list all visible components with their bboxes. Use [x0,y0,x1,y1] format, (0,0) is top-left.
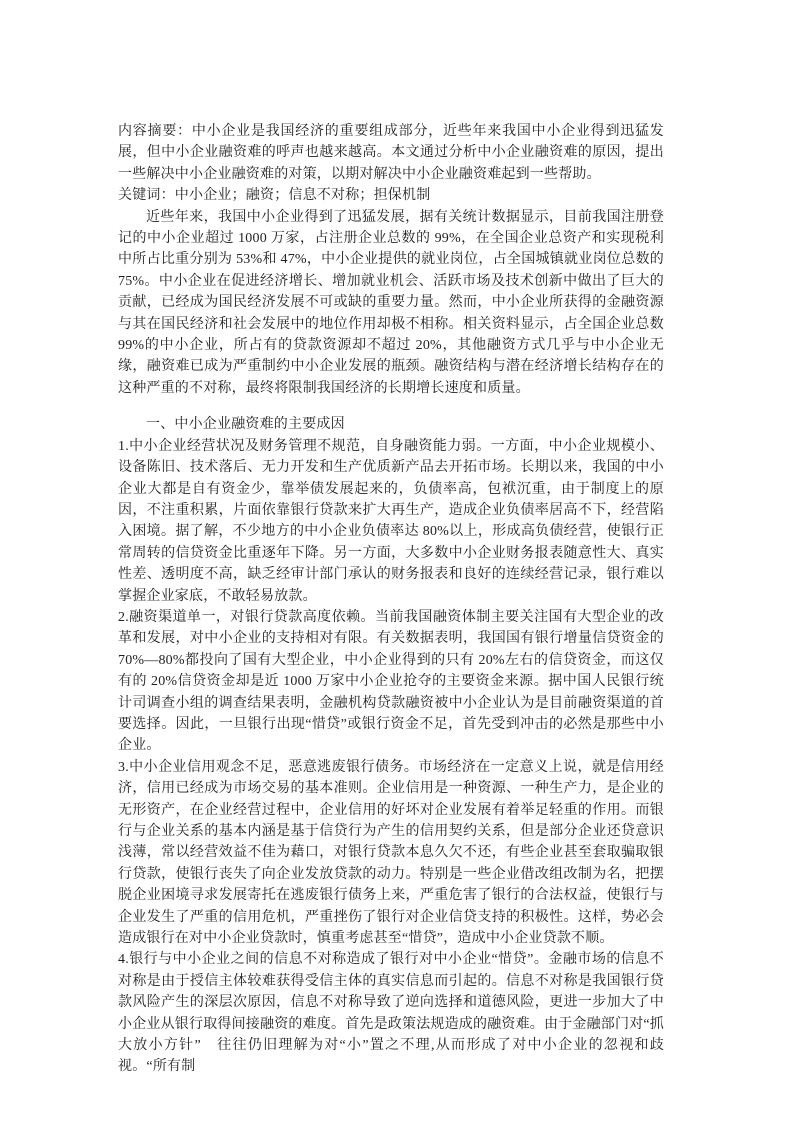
keywords-line: 关键词：中小企业；融资；信息不对称；担保机制 [118,188,431,204]
cause-paragraph-3: 3.中小企业信用观念不足，恶意逃废银行债务。市场经济在一定意义上说，就是信用经济，信用已经成为市场交易的基本准则。企业信用是一种资源、一种生产力，是企业的无形资产，在企业经营过程中，企业信用的好坏对企业发展有着举足轻重的作用。而银行与企业关系的基本内涵是基于信贷行为产生的信用契约关系，但是部分企业还贷意识浅薄，常以经营效益不佳为藉口，对银行贷款本息久欠不还，有些企业甚至套取骗取银行贷款，使银行丧失了向企业发放贷款的动力。特别是一些企业借改组改制为名，把摆脱企业困境寻求发展寄托在逃废银行债务上来，严重危害了银行的合法权益，使银行与企业发生了严重的信用危机，严重挫伤了银行对企业信贷支持的积极性。这样，势必会造成银行在对中小企业贷款时，慎重考虑甚至“惜贷”，造成中小企业贷款不顺。 [118,759,664,947]
intro-paragraph: 近些年来，我国中小企业得到了迅猛发展，据有关统计数据显示，目前我国注册登记的中小企业超过 1000 万家，占注册企业总数的 99%，在全国企业总资产和实现税利中所占比重分别为 53%和 47%，中小企业提供的就业岗位，占全国城镇就业岗位总数的 75%。中小企业在促进经济增长、增加就业机会、活跃市场及技术创新中做出了巨大的贡献，已经成为国民经济发展不可或缺的重要力量。然而，中小企业所获得的金融资源与其在国民经济和社会发展中的地位作用却极不相称。相关资料显示，占全国企业总数 99%的中小企业，所占有的贷款资源却不超过 20%，其他融资方式几乎与中小企业无缘，融资难已成为严重制约中小企业发展的瓶颈。融资结构与潜在经济增长结构存在的这种严重的不对称，最终将限制我国经济的长期增长速度和质量。 [118,209,664,396]
cause-paragraph-2: 2.融资渠道单一，对银行贷款高度依赖。当前我国融资体制主要关注国有大型企业的改革和发展，对中小企业的支持相对有限。有关数据表明，我国国有银行增量信贷资金的70%—80%都投向了国有大型企业，中小企业得到的只有 20%左右的信贷资金，而这仅有的 20%信贷资金却是近 1000 万家中小企业抢夺的主要资金来源。据中国人民银行统计司调查小组的调查结果表明，金融机构贷款融资被中小企业认为是目前融资渠道的首要选择。因此，一旦银行出现“惜贷”或银行资金不足，首先受到冲击的必然是那些中小企业。 [118,609,664,754]
abstract-paragraph: 内容摘要：中小企业是我国经济的重要组成部分，近些年来我国中小企业得到迅猛发展，但中小企业融资难的呼声也越来越高。本文通过分析中小企业融资难的原因，提出一些解决中小企业融资难的对策，以期对解决中小企业融资难起到一些帮助。 [118,124,664,182]
section-heading: 一、中小企业融资难的主要成因 [146,417,345,433]
cause-paragraph-4: 4.银行与中小企业之间的信息不对称造成了银行对中小企业“惜贷”。金融市场的信息不对称是由于授信主体较难获得受信主体的真实信息而引起的。信息不对称是我国银行贷款风险产生的深层次原因，信息不对称导致了逆向选择和道德风险，更进一步加大了中小企业从银行取得间接融资的难度。首先是政策法规造成的融资难。由于金融部门对“抓大放小方针” 往往仍旧理解为对“小”置之不理,从而形成了对中小企业的忽视和歧视。“所有制 [118,952,665,1075]
document-body [118,121,664,1078]
cause-paragraph-1: 1.中小企业经营状况及财务管理不规范，自身融资能力弱。一方面，中小企业规模小、设备陈旧、技术落后、无力开发和生产优质新产品去开拓市场。长期以来，我国的中小企业大都是自有资金少，靠举债发展起来的，负债率高，包袱沉重，由于制度上的原因，不注重积累，片面依靠银行贷款来扩大再生产，造成企业负债率居高不下，经营陷入困境。据了解，不少地方的中小企业负债率达 80%以上，形成高负债经营，使银行正常周转的信贷资金比重逐年下降。另一方面，大多数中小企业财务报表随意性大、真实性差、透明度不高，缺乏经审计部门承认的财务报表和良好的连续经营记录，银行难以掌握企业家底，不敢轻易放款。 [118,438,664,604]
